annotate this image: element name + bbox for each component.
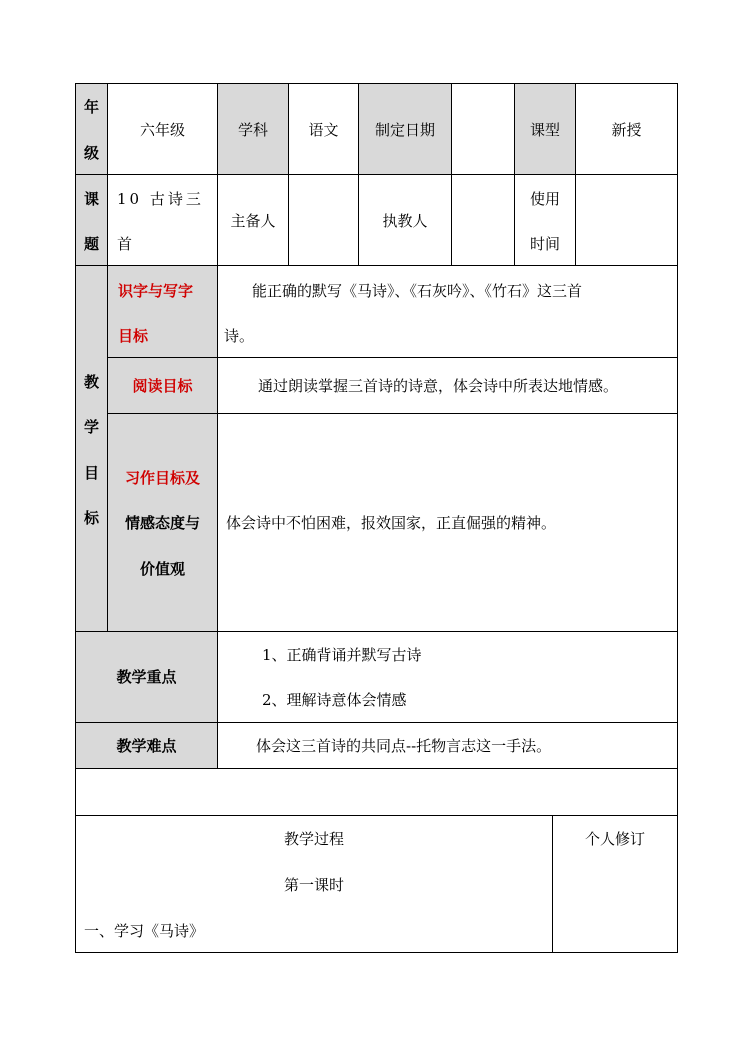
- rule: [575, 83, 576, 266]
- process-title: 教学过程: [283, 830, 344, 848]
- goals-label-char: 教: [83, 373, 99, 391]
- topic-value: 首: [117, 235, 133, 253]
- goals-label-char: 目: [83, 464, 99, 482]
- rule: [217, 83, 218, 769]
- rule: [358, 83, 359, 266]
- rule: [677, 83, 678, 953]
- topic-label-char: 题: [83, 235, 99, 253]
- subject-value: 语文: [308, 121, 339, 139]
- goals-label-char: 学: [83, 418, 99, 436]
- writing-goal-label: 情感态度与: [124, 514, 200, 532]
- lesson-number: 第一课时: [283, 876, 344, 894]
- literacy-goal-text: 能正确的默写《马诗》、《石灰吟》、《竹石》这三首: [252, 282, 583, 300]
- teacher-label: 执教人: [382, 212, 428, 230]
- rule: [75, 722, 678, 723]
- subject-label: 学科: [237, 121, 268, 139]
- key-point-item: 2、理解诗意体会情感: [262, 691, 407, 709]
- writing-goal-text: 体会诗中不怕困难，报效国家，正直倔强的精神。: [226, 514, 557, 532]
- rule: [107, 357, 678, 358]
- section-heading: 一、学习《马诗》: [84, 922, 205, 940]
- revision-label: 个人修订: [584, 830, 645, 848]
- topic-value: 10 古诗三: [117, 190, 204, 208]
- time-label: 时间: [529, 235, 560, 253]
- grade-value: 六年级: [139, 121, 185, 139]
- goals-label-bg: [76, 266, 107, 631]
- rule: [75, 768, 678, 769]
- literacy-goal-text: 诗。: [224, 327, 255, 345]
- grade-label-char: 年: [83, 98, 99, 116]
- type-label: 课型: [529, 121, 560, 139]
- writing-goal-label: 习作目标及: [124, 469, 200, 487]
- rule: [75, 174, 678, 175]
- rule: [107, 83, 108, 632]
- rule: [75, 631, 678, 632]
- literacy-goal-label: 目标: [118, 327, 149, 345]
- key-point-item: 1、正确背诵并默写古诗: [262, 646, 422, 664]
- rule: [288, 83, 289, 266]
- rule: [107, 413, 678, 414]
- difficulty-label: 教学难点: [116, 737, 177, 755]
- writing-goal-label: 价值观: [139, 560, 185, 578]
- literacy-goal-label: 识字与写字: [118, 282, 194, 300]
- preparer-label: 主备人: [230, 212, 276, 230]
- rule: [75, 815, 678, 816]
- goals-label-char: 标: [83, 509, 99, 527]
- time-label: 使用: [529, 190, 560, 208]
- rule: [75, 265, 678, 266]
- date-label: 制定日期: [374, 121, 435, 139]
- reading-goal-label: 阅读目标: [132, 377, 193, 395]
- type-value: 新授: [611, 121, 642, 139]
- rule: [451, 83, 452, 266]
- topic-label-char: 课: [83, 190, 99, 208]
- key-points-label: 教学重点: [116, 668, 177, 686]
- rule: [75, 952, 678, 953]
- rule: [75, 83, 678, 84]
- difficulty-text: 体会这三首诗的共同点--托物言志这一手法。: [256, 737, 552, 755]
- reading-goal-text: 通过朗读掌握三首诗的诗意，体会诗中所表达地情感。: [258, 377, 619, 395]
- grade-label-char: 级: [83, 144, 99, 162]
